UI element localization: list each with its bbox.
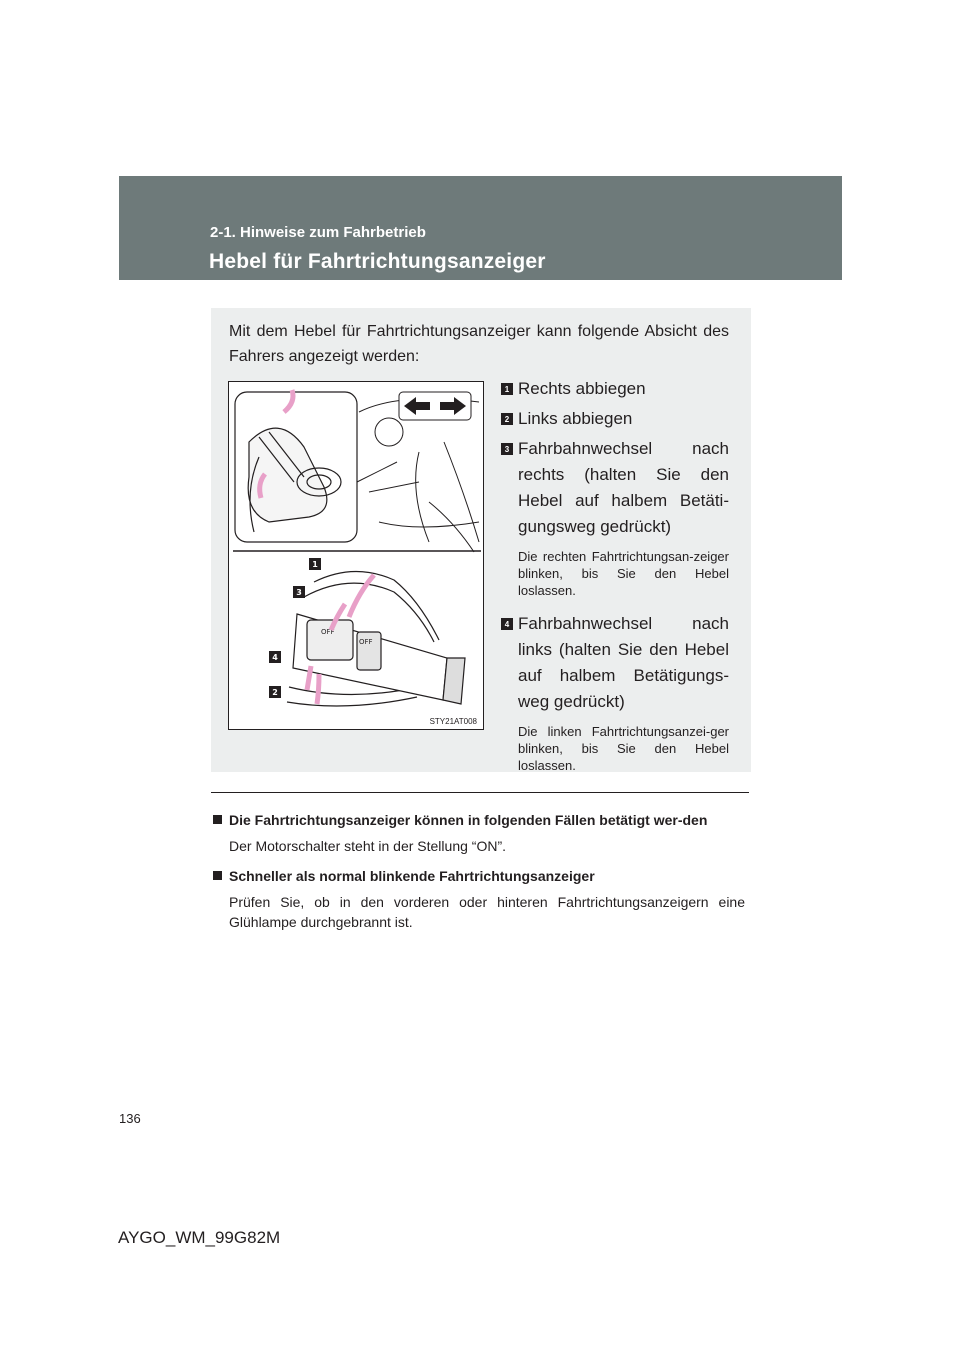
intro-text: Mit dem Hebel für Fahrtrichtungsanzeiger kann folgende Absicht des Fahrers angezeigt werden: (229, 323, 729, 365)
arrow-full-up-icon (349, 575, 374, 617)
svg-text:1: 1 (312, 560, 318, 569)
step-note: Die rechten Fahrtrichtungsan-zeiger blinken, bis Sie den Hebel loslassen. (518, 549, 729, 598)
lever-closeup (287, 571, 465, 706)
lever-off-label-2: OFF (359, 638, 373, 646)
callout-4 (269, 651, 281, 663)
step-item (501, 611, 729, 774)
step-item (501, 406, 729, 432)
step-number: 4 (501, 618, 513, 630)
callout-2 (269, 686, 281, 698)
step-label: Fahrbahnwechsel nach links (halten Sie den Hebel auf halbem Betätigungs-weg gedrückt) (518, 614, 729, 711)
hand-inset (235, 392, 357, 542)
svg-text:2: 2 (272, 688, 278, 697)
step-number: 2 (501, 413, 513, 425)
step-item (501, 376, 729, 402)
info-heading: Schneller als normal blinkende Fahrtrichtungsanzeiger (213, 866, 745, 886)
section-label: 2-1. Hinweise zum Fahrbetrieb (210, 224, 426, 241)
step-label: Fahrbahnwechsel nach rechts (halten Sie den Hebel auf halbem Betäti-gungsweg gedrückt) (518, 439, 729, 536)
step-item (501, 436, 729, 599)
section-divider (211, 792, 749, 793)
lever-illustration (228, 381, 484, 730)
svg-text:3: 3 (296, 588, 302, 597)
document-code: AYGO_WM_99G82M (118, 1228, 281, 1247)
svg-text:4: 4 (272, 653, 278, 662)
figure-code: STY21AT008 (429, 717, 477, 726)
step-note: Die linken Fahrtrichtungsanzei-ger blinken, bis Sie den Hebel loslassen. (518, 724, 729, 773)
square-bullet-icon (213, 871, 222, 880)
lever-diagram (229, 382, 483, 729)
step-label: Rechts abbiegen (518, 379, 646, 398)
step-number: 1 (501, 383, 513, 395)
info-section (213, 810, 745, 942)
info-heading: Die Fahrtrichtungsanzeiger können in folgenden Fällen betätigt wer-den (213, 810, 745, 830)
step-number: 3 (501, 443, 513, 455)
lever-off-label-1: OFF (321, 628, 335, 636)
arrow-full-down-icon (317, 674, 319, 704)
info-body: Der Motorschalter steht in der Stellung “ON”. (229, 838, 506, 854)
info-body: Prüfen Sie, ob in den vorderen oder hinteren Fahrtrichtungsanzeigern eine Glühlampe durchgebrannt ist. (229, 894, 745, 930)
square-bullet-icon (213, 815, 222, 824)
callout-1 (309, 558, 321, 570)
step-label: Links abbiegen (518, 409, 633, 428)
callout-3 (293, 586, 305, 598)
page-title: Hebel für Fahrtrichtungsanzeiger (209, 250, 546, 273)
page-number: 136 (119, 1111, 141, 1126)
dashboard-lines (357, 399, 479, 552)
steps-list (501, 376, 729, 786)
